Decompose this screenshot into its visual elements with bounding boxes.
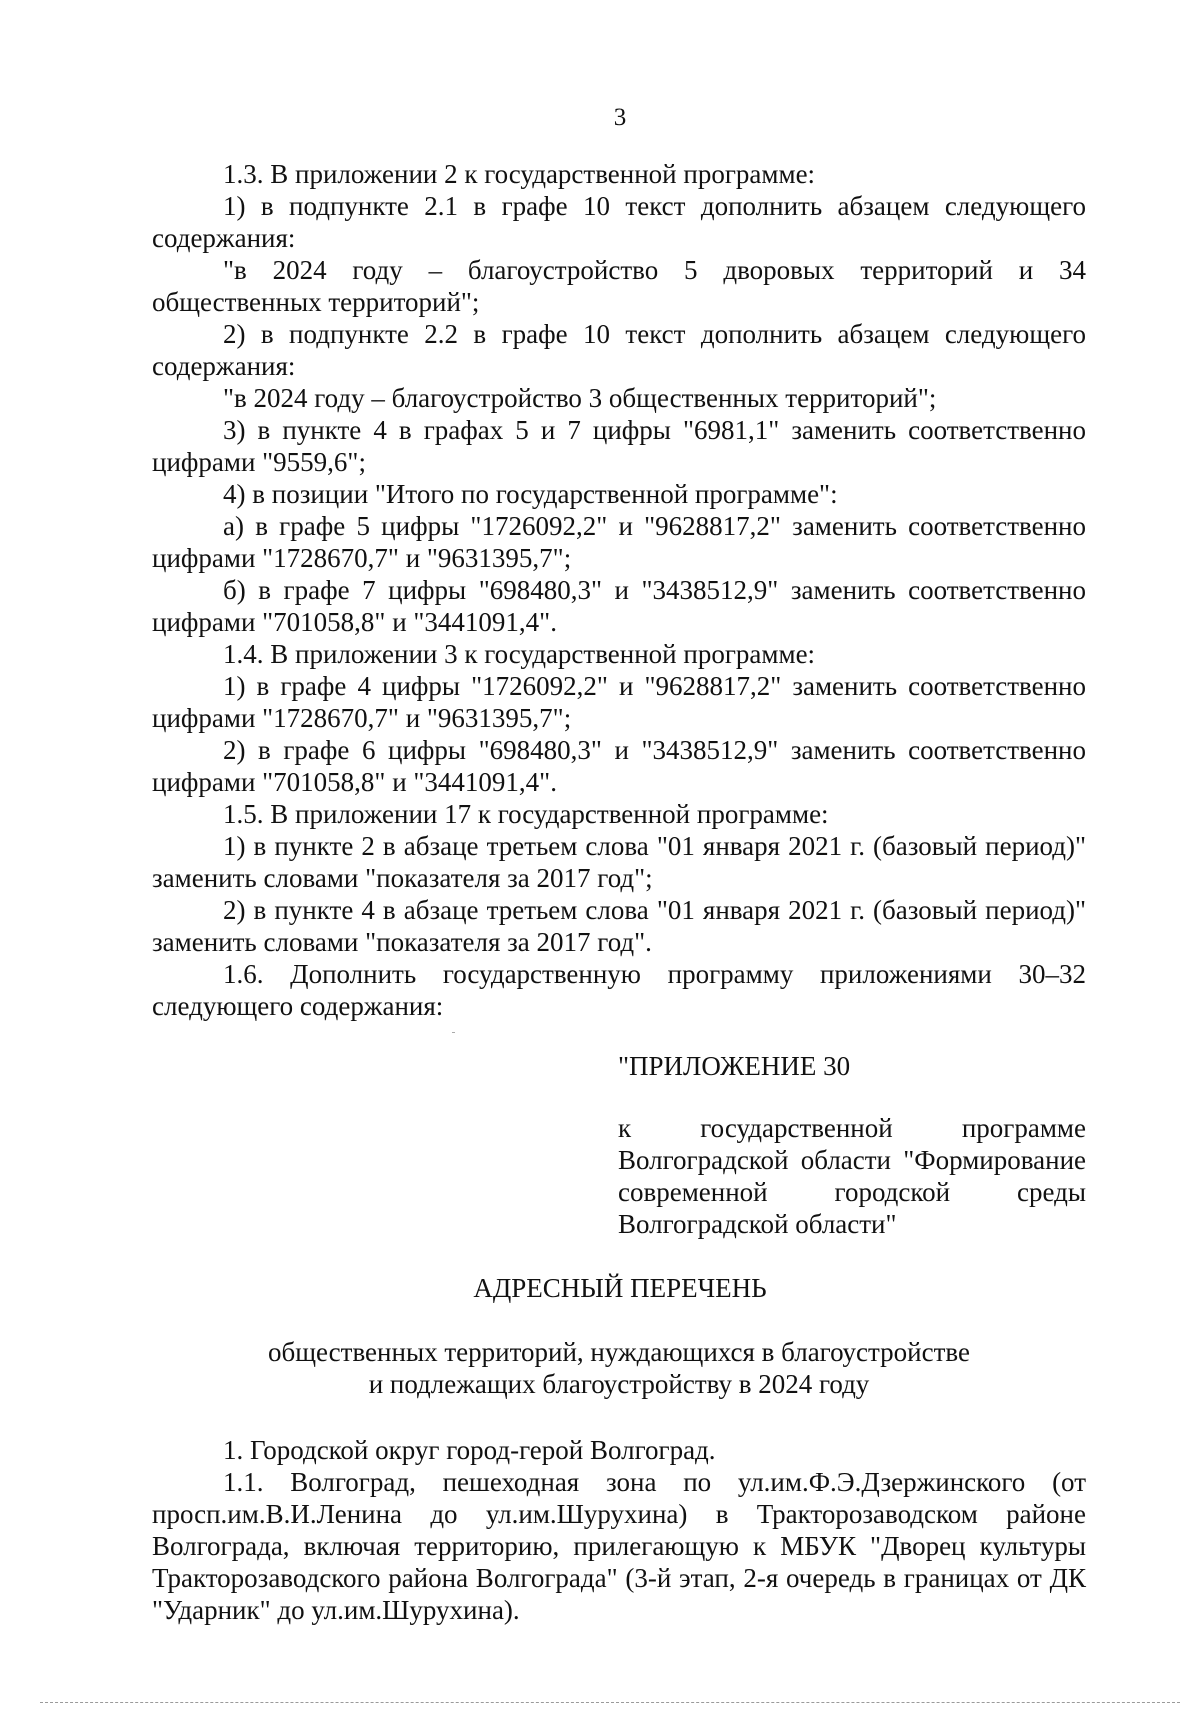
paragraph: 1.5. В приложении 17 к государственной программе: — [223, 799, 829, 829]
appendix-title: "ПРИЛОЖЕНИЕ 30 — [618, 1051, 851, 1081]
paragraph: 1) в пункте 2 в абзаце третьем слова "01 января 2021 г. (базовый период)" заменить словами "показателя за 2017 год"; — [152, 831, 1086, 893]
paragraph: "в 2024 году – благоустройство 5 дворовых территорий и 34 общественных территорий"; — [152, 255, 1086, 317]
page-number: 3 — [613, 104, 627, 131]
paragraph: б) в графе 7 цифры "698480,3" и "3438512,9" заменить соответственно цифрами "701058,8" и "3441091,4". — [152, 575, 1086, 637]
paragraph: 4) в позиции "Итого по государственной программе": — [223, 479, 838, 509]
appendix-caption-line: к государственной программе — [618, 1113, 1086, 1143]
paragraph: 1.6. Дополнить государственную программу приложениями 30–32 следующего содержания: — [152, 959, 1086, 1021]
list-item: 1. Городской округ город-герой Волгоград. — [223, 1435, 716, 1465]
document-title: АДРЕСНЫЙ ПЕРЕЧЕНЬ — [473, 1273, 767, 1303]
document-subtitle-line: общественных территорий, нуждающихся в благоустройстве — [268, 1337, 970, 1367]
paragraph: 2) в пункте 4 в абзаце третьем слова "01 января 2021 г. (базовый период)" заменить словами "показателя за 2017 год". — [152, 895, 1086, 957]
paragraph: 3) в пункте 4 в графах 5 и 7 цифры "6981,1" заменить соответственно цифрами "9559,6"; — [152, 415, 1086, 477]
amendments-text — [152, 158, 1086, 1022]
appendix-caption-line: Волгоградской области" — [618, 1209, 897, 1239]
paragraph: 2) в графе 6 цифры "698480,3" и "3438512,9" заменить соответственно цифрами "701058,8" и "3441091,4". — [152, 735, 1086, 797]
paragraph: "в 2024 году – благоустройство 3 общественных территорий"; — [223, 383, 937, 413]
paragraph: 1) в графе 4 цифры "1726092,2" и "9628817,2" заменить соответственно цифрами "1728670,7" и "9631395,7"; — [152, 671, 1086, 733]
document-subtitle-line: и подлежащих благоустройству в 2024 году — [368, 1369, 870, 1399]
appendix-caption — [618, 1112, 1086, 1240]
document-subtitle — [152, 1336, 1086, 1400]
scan-artifact — [452, 1032, 455, 1033]
paragraph: 1.3. В приложении 2 к государственной программе: — [223, 159, 816, 189]
paragraph: 1) в подпункте 2.1 в графе 10 текст дополнить абзацем следующего содержания: — [152, 191, 1086, 253]
appendix-caption-line: Волгоградской области "Формирование — [618, 1145, 1086, 1175]
page-edge-line — [40, 1702, 1180, 1704]
territory-list — [152, 1434, 1086, 1626]
paragraph: 2) в подпункте 2.2 в графе 10 текст дополнить абзацем следующего содержания: — [152, 319, 1086, 381]
list-item: 1.1. Волгоград, пешеходная зона по ул.им.Ф.Э.Дзержинского (от просп.им.В.И.Ленина до ул.им.Шурухина) в Тракторозаводском районе Волгограда, включая территорию, прилегающую к МБУК "Дворец культуры Тракторозаводского района Волгограда" (3-й этап, 2-я очередь в границах от ДК "Ударник" до ул.им.Шурухина). — [152, 1467, 1086, 1625]
appendix-caption-line: современной городской среды — [618, 1177, 1086, 1207]
paragraph: 1.4. В приложении 3 к государственной программе: — [223, 639, 816, 669]
paragraph: а) в графе 5 цифры "1726092,2" и "9628817,2" заменить соответственно цифрами "1728670,7" и "9631395,7"; — [152, 511, 1086, 573]
